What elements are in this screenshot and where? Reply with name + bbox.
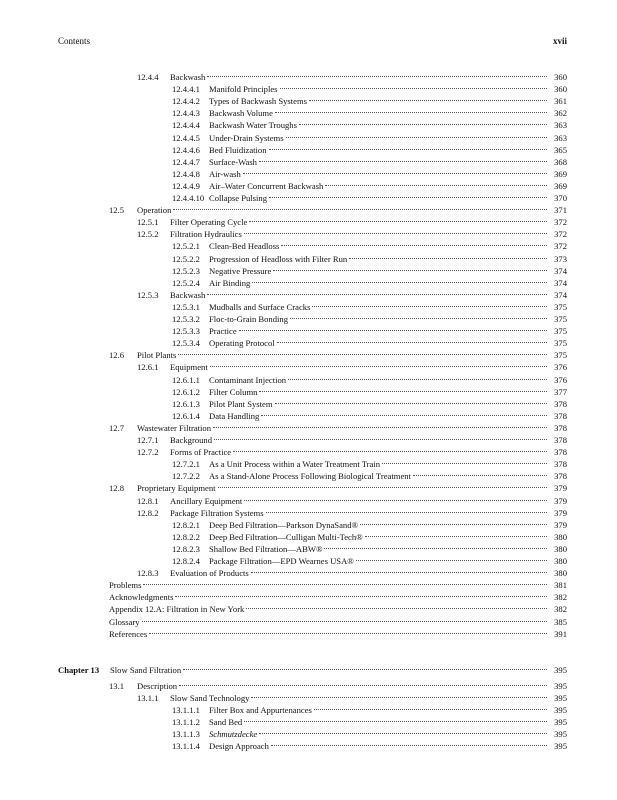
toc-entry-page: 374 [554,277,567,288]
dot-leader [280,80,547,92]
toc-entry-title: Background [170,435,213,445]
dot-leader [178,346,547,358]
toc-entry-title: Progression of Headloss with Filter Run [209,253,348,264]
toc-entry[interactable] [172,528,567,540]
toc-entry[interactable] [137,564,567,579]
dot-leader [259,383,547,395]
toc-entry[interactable] [172,153,567,165]
toc-entry-page: 372 [554,217,567,228]
toc-entry-title: Filter Operating Cycle [170,217,248,228]
toc-entry-page: 369 [554,168,567,179]
toc-entry[interactable] [172,250,567,262]
toc-entry-page: 391 [554,628,567,639]
toc-entry-number: 12.6.1.3 [172,398,200,409]
toc-entry-title: Wastewater Filtration [137,422,212,433]
toc-entry-title: Acknowledgments [109,592,174,603]
toc-entry-page: 380 [554,543,567,554]
toc-entry-number: 12.4.4.4 [172,120,200,131]
toc-entry-page: 368 [554,156,567,167]
dot-leader [299,116,547,128]
toc-entry-number: 12.6.1.1 [172,374,200,385]
dot-leader [252,274,547,286]
toc-entry-title: Air–Water Concurrent Backwash [209,180,324,191]
toc-entry-title: Mudballs and Surface Cracks [209,301,311,312]
toc-entry-number: 12.6.1.2 [172,386,200,397]
toc-entry-page: 362 [554,108,567,119]
toc-entry[interactable] [172,116,567,131]
toc-entry-title: Bed Fluidization [209,144,267,155]
toc-entry[interactable] [172,165,567,177]
dot-leader [239,322,547,334]
toc-entry-page: 378 [554,422,567,433]
toc-entry[interactable] [109,479,567,494]
toc-entry-number: 12.5.3.4 [172,338,200,349]
dot-leader [246,600,547,612]
toc-entry-page: 374 [554,265,567,276]
dot-leader [251,564,547,576]
toc-entry-page: 379 [554,495,567,506]
dot-leader [266,504,547,516]
toc-entry-number: 12.5.2.1 [172,241,200,252]
toc-entry-number: 12.7.2.1 [172,459,200,470]
toc-entry-page: 375 [554,314,567,324]
toc-entry-title: Under-Drain Systems [209,132,284,143]
toc-entry-number: 12.4.4.3 [172,108,200,119]
toc-entry-page: 395 [554,664,567,675]
toc-entry[interactable] [137,689,567,701]
toc-entry-page: 375 [554,338,567,349]
toc-entry-number: 12.4.4.8 [172,168,200,179]
toc-entry-title: Practice [209,326,237,337]
toc-entry[interactable] [172,552,567,564]
toc-entry-page: 369 [554,180,567,191]
toc-entry-title: Types of Backwash Systems [209,96,307,107]
toc-entry-page: 395 [554,729,567,740]
dot-leader [356,552,547,564]
dot-leader [183,661,547,673]
toc-entry-page: 382 [554,592,567,603]
toc-entry[interactable] [137,358,567,373]
toc-entry[interactable] [137,225,567,240]
toc-entry-number: 12.8.2.4 [172,556,200,566]
toc-entry-number: 12.7 [109,422,125,433]
toc-entry-number: 12.6 [109,350,125,361]
toc-entry[interactable] [137,68,567,80]
toc-entry-title: Filter Column [209,386,258,397]
page-header [58,36,567,50]
toc-entry-page: 379 [554,483,567,494]
toc-entry-number: 12.8.1 [137,495,159,506]
toc-entry-title: Surface-Wash [209,156,257,167]
toc-entry-number: 12.5.3 [137,289,159,300]
toc-entry-page: 395 [554,717,567,728]
dot-leader [259,153,547,165]
toc-entry-page: 395 [554,680,567,691]
toc-entry[interactable] [109,201,567,216]
toc-entry-page: 363 [554,132,567,143]
toc-entry[interactable] [172,177,567,189]
toc-entry-title: Slow Sand Technology [170,692,250,703]
toc-entry[interactable] [109,677,567,689]
toc-entry-page: 378 [554,471,567,482]
toc-entry-title: Filter Box and Appurtenances [209,705,312,715]
toc-entry-page: 379 [554,519,567,530]
toc-entry[interactable] [172,701,567,713]
toc-entry[interactable] [137,213,567,228]
toc-entry-page: 380 [554,568,567,579]
toc-entry-number: 12.7.1 [137,435,159,445]
toc-entry[interactable] [172,141,567,153]
running-head: Contents [58,36,91,46]
toc-entry-title: Glossary [109,616,140,627]
dot-leader [314,701,547,713]
toc-entry[interactable] [137,443,567,458]
toc-entry-page: 395 [554,692,567,703]
toc-entry-number: 12.8 [109,483,125,494]
toc-entry-page: 378 [554,435,567,445]
toc-entry[interactable] [172,129,567,141]
toc-entry[interactable] [172,189,567,201]
toc-entry-page: 380 [554,531,567,542]
toc-entry-title: Deep Bed Filtration—Culligan Multi-Tech® [209,531,363,542]
toc-entry-number: 12.4.4.10 [172,193,205,203]
dot-leader [269,141,547,153]
toc-entry[interactable] [172,407,567,419]
toc-entry[interactable] [172,237,567,252]
dot-leader [275,395,547,407]
dot-leader [349,250,547,262]
dot-leader [275,104,547,116]
dot-leader [214,431,547,443]
toc-entry-title: Problems [109,580,142,591]
toc-entry[interactable] [109,588,567,603]
dot-leader [273,262,547,274]
toc-entry-title: Data Handling [209,410,260,421]
toc-entry-number: 12.5.3.1 [172,301,200,312]
toc-entry-page: 377 [554,386,567,397]
dot-leader [218,479,547,491]
toc-entry-number: 12.7.2.2 [172,471,200,482]
toc-entry-page: 363 [554,120,567,131]
toc-entry-number: 12.5 [109,205,125,216]
toc-entry[interactable] [109,419,567,431]
dot-leader [325,177,547,189]
dot-leader [288,371,547,383]
toc-entry-page: 375 [554,350,567,361]
toc-entry[interactable] [172,395,567,407]
dot-leader [213,419,547,431]
toc-entry-number: 13.1.1.1 [172,705,200,715]
dot-leader [233,443,547,455]
toc-entry-page: 360 [554,72,567,82]
toc-entry-title: Operation [137,205,172,216]
toc-entry-number: 12.8.2.2 [172,531,200,542]
toc-entry-page: 382 [554,604,567,615]
toc-entry[interactable] [58,661,567,673]
toc-entry-number: 12.8.2.1 [172,519,200,530]
dot-leader [173,201,547,213]
toc-entry-page: 370 [554,193,567,203]
dot-leader [142,613,547,625]
toc-entry-number: 12.7.2 [137,447,159,458]
toc-entry[interactable] [137,431,567,443]
toc-entry-page: 378 [554,410,567,421]
toc-entry-title: Deep Bed Filtration—Parkson DynaSand® [209,519,359,530]
toc-entry-title: References [109,628,148,639]
toc-entry-title: Package Filtration—EPD Wearnes USA® [209,556,354,566]
toc-entry-page: 372 [554,241,567,252]
toc-entry[interactable] [172,371,567,383]
toc-entry[interactable] [172,455,567,470]
toc-entry[interactable] [172,262,567,274]
toc-entry-number: 12.4.4 [137,72,159,82]
toc-entry-number: 13.1.1.2 [172,717,200,728]
toc-entry-title: Design Approach [209,741,269,752]
toc-entry-number: 12.8.2.3 [172,543,200,554]
toc-entry-number: 12.6.1 [137,362,159,373]
toc-entry-page: 360 [554,84,567,95]
toc-entry-title: Forms of Practice [170,447,232,458]
toc-entry-page: 365 [554,144,567,155]
toc-entry[interactable] [172,274,567,286]
toc-entry[interactable] [172,737,567,752]
toc-entry-title: Equipment [170,362,208,373]
dot-leader [179,677,547,689]
toc-entry-number: 12.4.4.7 [172,156,200,167]
toc-entry[interactable] [137,492,567,504]
toc-entry-title: Clean-Bed Headloss [209,241,280,252]
dot-leader [210,358,547,370]
toc-entry[interactable] [109,625,567,637]
toc-entry-number: 12.5.3.2 [172,314,200,324]
dot-leader [261,407,547,419]
toc-entry-number: 12.8.2 [137,507,159,518]
dot-leader [249,213,547,225]
toc-entry-number: 12.5.3.3 [172,326,200,337]
toc-entry-title: Backwash Volume [209,108,273,119]
toc-entry-page: 378 [554,398,567,409]
toc-entry-page: 373 [554,253,567,264]
toc-entry-number: 12.4.4.1 [172,84,200,95]
toc-entry-title: Ancillary Equipment [170,495,243,506]
toc-entry-title: Schmutzdecke [209,729,258,740]
page-number: xvii [552,36,567,46]
toc-entry[interactable] [137,504,567,516]
dot-leader [309,92,547,104]
toc-entry-page: 375 [554,326,567,337]
dot-leader [244,492,547,504]
dot-leader [207,286,547,298]
dot-leader [251,689,547,701]
toc-entry[interactable] [172,322,567,337]
toc-entry-title: Contaminant Injection [209,374,287,385]
toc-entry[interactable] [172,298,567,310]
toc-entry-page: 385 [554,616,567,627]
toc-entry[interactable] [172,540,567,552]
dot-leader [149,625,547,637]
toc-entry-number: 13.1.1 [137,692,159,703]
toc-entry-title: As a Stand-Alone Process Following Biological Treatment [209,471,411,482]
toc-entry-title: Package Filtration Systems [170,507,264,518]
toc-entry-page: 395 [554,705,567,715]
dot-leader [244,225,547,237]
toc-entry-page: 379 [554,507,567,518]
toc-entry-number: 12.5.2.4 [172,277,200,288]
toc-entry-number: 13.1 [109,680,125,691]
toc-entry[interactable] [137,286,567,298]
toc-entry-page: 371 [554,205,567,216]
dot-leader [277,334,547,346]
toc-entry-title: As a Unit Process within a Water Treatment Train [209,459,381,470]
toc-entry[interactable] [172,725,567,740]
dot-leader [290,310,547,322]
toc-entry[interactable] [172,516,567,528]
toc-entry-page: 361 [554,96,567,107]
toc-entry-number: 12.5.2.2 [172,253,200,264]
toc-entry-title: Air-wash [209,168,241,179]
toc-entry-page: 378 [554,447,567,458]
toc-entry-number: 12.4.4.5 [172,132,200,143]
toc-entry-title: Operating Protocol [209,338,275,349]
toc-entry-title: Backwash Water Troughs [209,120,297,131]
dot-leader [281,237,547,249]
dot-leader [175,588,547,600]
toc-entry-page: 395 [554,741,567,752]
toc-entry-title: Manifold Principles [209,84,278,95]
toc-entry-number: 12.4.4.2 [172,96,200,107]
toc-entry-title: Appendix 12.A: Filtration in New York [109,604,245,615]
toc-entry-page: 381 [554,580,567,591]
toc-entry-title: Sand Bed [209,717,243,728]
toc-entry-page: 376 [554,374,567,385]
toc-entry-title: Filtration Hydraulics [170,229,242,240]
toc-entry-page: 378 [554,459,567,470]
dot-leader [360,516,547,528]
toc-entry-title: Description [137,680,178,691]
dot-leader [413,467,547,479]
toc-entry-title: Collapse Pulsing [209,193,268,203]
toc-entry-number: 13.1.1.4 [172,741,200,752]
toc-entry-title: Slow Sand Filtration [110,664,182,675]
dot-leader [259,725,547,737]
toc-entry-title: Evaluation of Products [170,568,249,579]
toc-entry[interactable] [172,80,567,95]
toc-entry-page: 376 [554,362,567,373]
dot-leader [312,298,547,310]
toc-entry-title: Pilot Plant System [209,398,273,409]
dot-leader [382,455,547,467]
toc-entry-title: Backwash [170,289,206,300]
toc-entry-title: Negative Pressure [209,265,272,276]
toc-entry-number: 12.5.2 [137,229,159,240]
toc-entry-number: Chapter 13 [58,664,100,675]
dot-leader [365,528,547,540]
toc-entry-number: 12.5.2.3 [172,265,200,276]
toc-entry[interactable] [172,104,567,119]
toc-entry[interactable] [172,310,567,322]
toc-entry[interactable] [172,92,567,107]
toc-entry-page: 372 [554,229,567,240]
toc-entry-number: 12.4.4.9 [172,180,200,191]
dot-leader [244,713,547,725]
toc-entry[interactable] [172,467,567,482]
dot-leader [269,189,547,201]
toc-entry[interactable] [109,613,567,625]
toc-entry-number: 12.5.1 [137,217,159,228]
toc-entry[interactable] [109,346,567,361]
toc-entry[interactable] [109,576,567,591]
toc-entry-page: 375 [554,301,567,312]
dot-leader [271,737,547,749]
toc-entry-title: Proprietary Equipment [137,483,216,494]
toc-entry-number: 12.8.3 [137,568,159,579]
toc-entry-number: 12.4.4.6 [172,144,200,155]
toc-entry-title: Backwash [170,72,206,82]
dot-leader [243,165,547,177]
toc-entry-title: Pilot Plants [137,350,177,361]
dot-leader [143,576,547,588]
toc-entry-title: Air Binding [209,277,251,288]
toc-entry[interactable] [172,383,567,395]
toc-entry-number: 13.1.1.3 [172,729,200,740]
dot-leader [207,68,547,80]
dot-leader [286,129,547,141]
toc-entry[interactable] [172,334,567,349]
dot-leader [324,540,547,552]
toc-entry-title: Shallow Bed Filtration—ABW® [209,543,323,554]
toc-entry[interactable] [109,600,567,615]
toc-entry-number: 12.6.1.4 [172,410,200,421]
toc-entry[interactable] [172,713,567,728]
toc-entry-title: Floc-to-Grain Bonding [209,314,289,324]
toc-entry-page: 380 [554,556,567,566]
toc-entry-page: 374 [554,289,567,300]
